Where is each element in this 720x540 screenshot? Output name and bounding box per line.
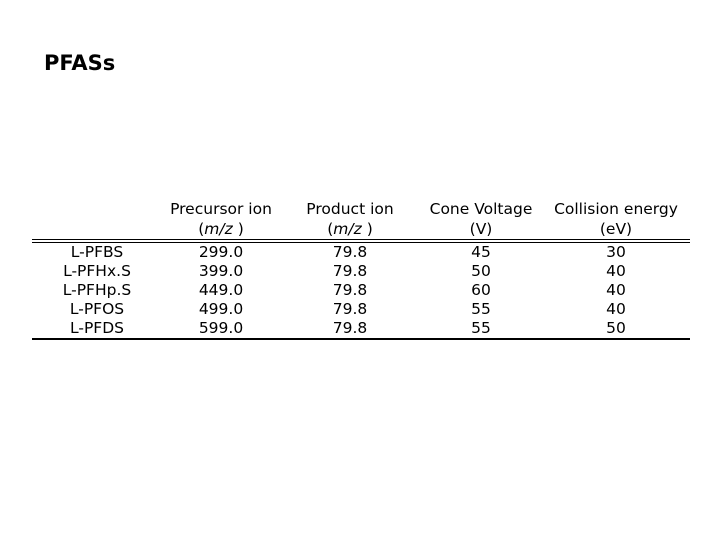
mrm-parameters-table <box>32 199 690 340</box>
cell-precursor-ion: 299.0 <box>198 243 244 261</box>
cell-cone-voltage: 60 <box>471 281 491 299</box>
cell-product-ion: 79.8 <box>332 300 368 318</box>
table-row <box>32 281 690 300</box>
table-units-row <box>32 220 690 241</box>
header-cone-voltage: Cone Voltage <box>429 200 533 218</box>
header-product-ion: Product ion <box>306 200 394 218</box>
cell-collision-energy: 40 <box>606 281 626 299</box>
page-title: PFASs <box>44 51 116 75</box>
cell-compound: L-PFHp.S <box>62 281 132 299</box>
unit-product-ion: (m/z ) <box>280 220 420 241</box>
header-compound <box>32 199 162 220</box>
unit-cone-voltage: (V) <box>420 220 542 241</box>
unit-compound <box>32 220 162 241</box>
cell-precursor-ion: 499.0 <box>198 300 244 318</box>
unit-precursor-ion: (m/z ) <box>162 220 280 241</box>
cell-precursor-ion: 399.0 <box>198 262 244 280</box>
cell-collision-energy: 50 <box>542 319 690 339</box>
cell-cone-voltage: 55 <box>471 300 491 318</box>
header-precursor-ion: Precursor ion <box>170 200 272 218</box>
table-row <box>32 319 690 339</box>
cell-precursor-ion: 599.0 <box>162 319 280 339</box>
cell-product-ion: 79.8 <box>280 319 420 339</box>
table-row <box>32 241 690 262</box>
cell-compound: L-PFHx.S <box>63 262 131 280</box>
cell-collision-energy: 40 <box>606 300 626 318</box>
cell-product-ion: 79.8 <box>332 243 368 261</box>
cell-precursor-ion: 449.0 <box>198 281 244 299</box>
cell-compound: L-PFBS <box>70 243 124 261</box>
cell-product-ion: 79.8 <box>332 262 368 280</box>
cell-compound: L-PFDS <box>32 319 162 339</box>
cell-compound: L-PFOS <box>69 300 125 318</box>
table-header-row <box>32 199 690 220</box>
table-row <box>32 300 690 319</box>
unit-collision-energy: (eV) <box>542 220 690 241</box>
header-collision-energy: Collision energy <box>554 200 678 218</box>
cell-cone-voltage: 45 <box>471 243 491 261</box>
cell-collision-energy: 40 <box>606 262 626 280</box>
cell-cone-voltage: 50 <box>471 262 491 280</box>
table-row <box>32 262 690 281</box>
cell-product-ion: 79.8 <box>332 281 368 299</box>
cell-cone-voltage: 55 <box>420 319 542 339</box>
cell-collision-energy: 30 <box>606 243 626 261</box>
